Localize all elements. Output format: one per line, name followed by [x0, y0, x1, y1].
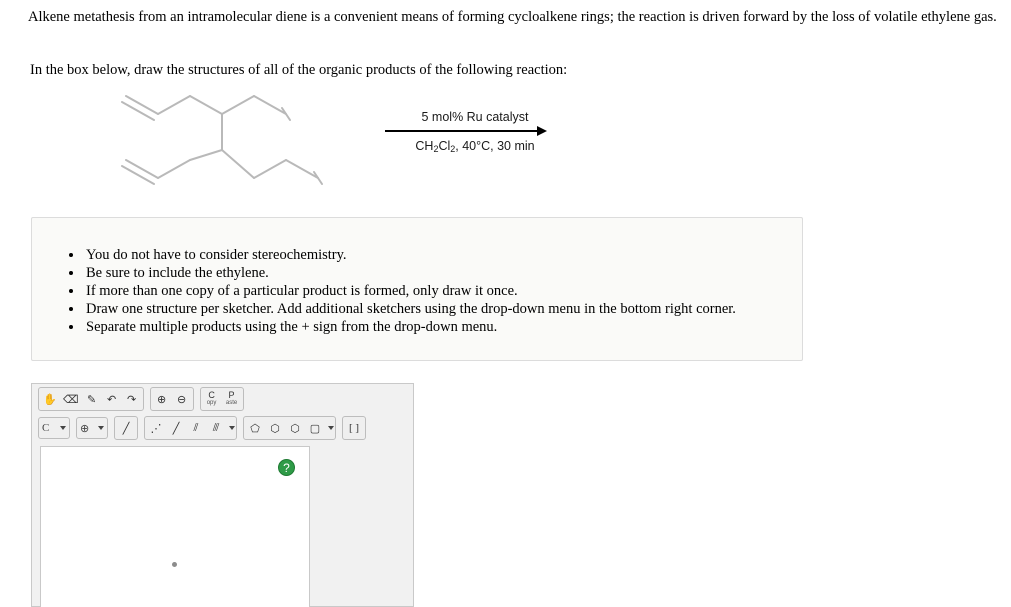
reactant-structure: [100, 88, 360, 198]
clipboard-tools-group: [200, 387, 244, 411]
cyclopentane-ring-icon[interactable]: ⬠: [250, 422, 260, 435]
cyclobutane-ring-icon[interactable]: ▢: [309, 422, 321, 435]
zoom-in-icon[interactable]: ⊕: [156, 393, 167, 406]
zoom-tools-group: [150, 387, 194, 411]
bond-style-group: [144, 416, 237, 440]
benzene-ring-icon[interactable]: ⬡: [290, 422, 300, 435]
double-bond-icon[interactable]: ⫽: [193, 421, 199, 434]
canvas-origin-dot: [172, 562, 177, 567]
list-item: • Separate multiple products using the + sign from the drop-down menu.: [84, 318, 802, 336]
copy-button-label-bottom: opy: [206, 400, 217, 406]
element-selector[interactable]: [38, 417, 70, 439]
paste-button-label-bottom: aste: [225, 400, 238, 406]
reaction-arrow: [385, 126, 565, 136]
element-selector-value: C: [42, 422, 50, 434]
chevron-down-icon[interactable]: [328, 426, 334, 430]
intro-paragraph: Alkene metathesis from an intramolecular diene is a convenient means of forming cycloalkene rings; the reaction is driven forward by the loss of volatile ethylene gas.: [28, 9, 997, 25]
help-icon[interactable]: ?: [278, 459, 295, 476]
prompt-paragraph: In the box below, draw the structures of all of the organic products of the following reaction:: [30, 62, 568, 78]
chevron-down-icon: [60, 426, 66, 430]
conditions-catalyst: 5 mol% Ru catalyst: [421, 110, 529, 124]
copy-button-label-top: C: [208, 390, 215, 400]
charge-tool-selector[interactable]: [76, 417, 108, 439]
drawing-canvas[interactable]: [40, 446, 310, 607]
eraser-tool-icon[interactable]: ⌫: [63, 393, 79, 406]
sketcher-toolbar-row-2: [32, 411, 413, 440]
reaction-scheme: [100, 88, 570, 198]
chevron-down-icon: [98, 426, 104, 430]
charge-tool-icon: ⊕: [80, 422, 90, 435]
list-item: • Be sure to include the ethylene.: [84, 264, 802, 282]
chevron-down-icon[interactable]: [229, 426, 235, 430]
hand-tool-icon[interactable]: ✋: [43, 393, 57, 406]
undo-icon[interactable]: ↶: [106, 393, 117, 406]
redo-icon[interactable]: ↷: [126, 393, 137, 406]
general-tools-group: [38, 387, 144, 411]
single-bond-icon[interactable]: ╱: [122, 422, 130, 435]
zoom-out-icon[interactable]: ⊖: [176, 393, 187, 406]
sketcher-toolbar-row-1: [32, 384, 413, 411]
list-item: • You do not have to consider stereochemistry.: [84, 246, 802, 264]
reaction-conditions: [385, 110, 565, 154]
dotted-bond-icon[interactable]: ⋰: [150, 422, 162, 435]
cyclohexane-ring-icon[interactable]: ⬡: [270, 422, 280, 435]
bond-tools-group: [114, 416, 138, 440]
instructions-list: [32, 218, 802, 336]
paste-button-label-top: P: [228, 390, 235, 400]
pencil-tool-icon[interactable]: ✎: [86, 393, 97, 406]
molecule-sketcher[interactable]: [31, 383, 414, 607]
bracket-tool-icon[interactable]: [ ]: [348, 422, 360, 434]
list-item: • If more than one copy of a particular product is formed, only draw it once.: [84, 282, 802, 300]
paste-button[interactable]: [222, 389, 242, 409]
instructions-box: [31, 217, 803, 361]
bold-bond-icon[interactable]: ╱: [172, 422, 180, 435]
bracket-tool-group: [342, 416, 366, 440]
conditions-solvent: $CH_2Cl_2$, 40°C, 30 min: [415, 139, 535, 154]
triple-bond-icon[interactable]: ⫻: [212, 421, 220, 434]
copy-button[interactable]: [202, 389, 222, 409]
ring-tools-group: [243, 416, 336, 440]
list-item: • Draw one structure per sketcher. Add additional sketchers using the drop-down menu in the bottom right corner.: [84, 300, 802, 318]
